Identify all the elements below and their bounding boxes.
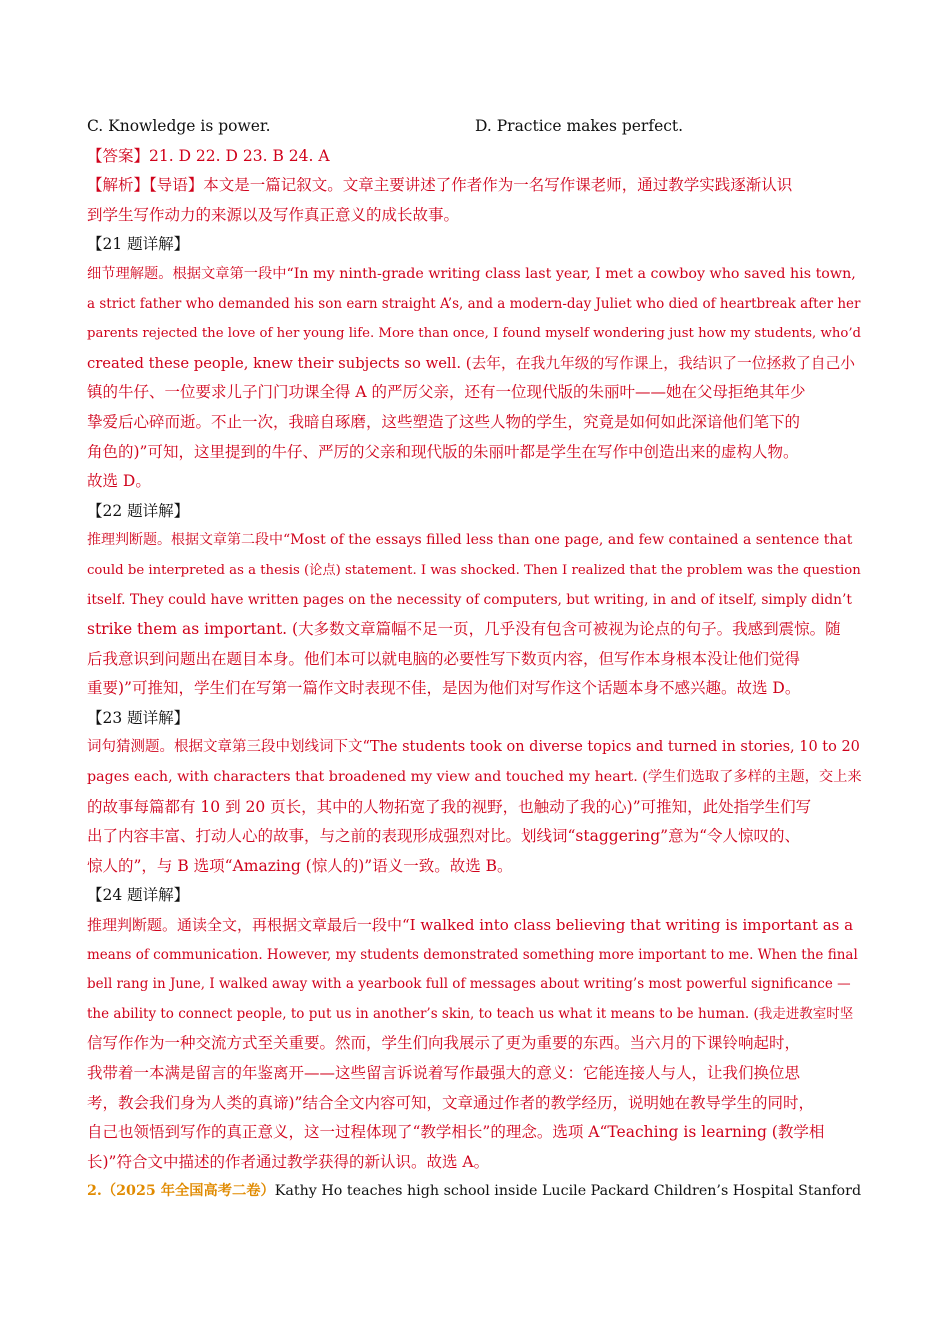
section-heading: 【22 题详解】	[87, 501, 190, 520]
explanation-line: 重要)”可推知，学生们在写第一篇作文时表现不佳，是因为他们对写作这个话题本身不感兴趣。故选 D。	[87, 679, 801, 698]
explanation-line: means of communication. However, my students demonstrated something more important to me. When the final	[87, 946, 858, 963]
option-d: D. Practice makes perfect.	[475, 117, 684, 135]
explanation-q24	[87, 881, 863, 1177]
explanation-line: 信写作作为一种交流方式至关重要。然而，学生们向我展示了更为重要的东西。当六月的下课铃响起时，	[87, 1034, 801, 1053]
section-heading: 【23 题详解】	[87, 708, 190, 727]
explanation-line: created these people, knew their subjects so well. (去年，在我九年级的写作课上，我结识了一位拯救了自己小	[87, 354, 855, 372]
explanation-line: 后我意识到问题出在题目本身。他们本可以就电脑的必要性写下数页内容，但写作本身根本没让他们觉得	[87, 649, 801, 668]
answer-options-row	[87, 112, 863, 142]
explanation-line: could be interpreted as a thesis (论点) statement. I was shocked. Then I realized that the problem was the question	[87, 562, 861, 578]
explanation-line: the ability to connect people, to put us in another’s skin, to teach us what it means to be human. (我走进教室时坚	[87, 1005, 854, 1022]
explanation-line: 长)”符合文中描述的作者通过教学获得的新认识。故选 A。	[87, 1152, 490, 1171]
section-heading: 【21 题详解】	[87, 235, 190, 254]
explanation-line: parents rejected the love of her young life. More than once, I found myself wondering just how my students, who’d	[87, 326, 862, 342]
explanation-line: 的故事每篇都有 10 到 20 页长，其中的人物拓宽了我的视野，也触动了我的心)”可推知，此处指学生们写	[87, 797, 812, 816]
answer-explanation-block	[87, 112, 863, 1207]
explanation-line: 我带着一本满是留言的年鉴离开——这些留言诉说着写作最强大的意义：它能连接人与人，让我们换位思	[87, 1064, 801, 1082]
explanation-line: 考，教会我们身为人类的真谛)”结合全文内容可知，文章通过作者的教学经历，说明她在教导学生的同时，	[87, 1093, 814, 1112]
explanation-line: a strict father who demanded his son earn straight A’s, and a modern-day Juliet who died of heartbreak after her	[87, 295, 861, 312]
analysis-paragraph	[87, 171, 863, 230]
explanation-q21	[87, 230, 863, 496]
explanation-line: 细节理解题。根据文章第一段中“In my ninth-grade writing class last year, I met a cowboy who saved his town,	[87, 265, 856, 282]
explanation-line: 挚爱后心碎而逝。不止一次，我暗自琢磨，这些塑造了这些人物的学生，究竟是如何如此深谙他们笔下的	[87, 412, 801, 431]
question-source: 2.（2025 年全国高考二卷）	[87, 1183, 275, 1200]
explanation-line: 角色的)”可知，这里提到的牛仔、严厉的父亲和现代版的朱丽叶都是学生在写作中创造出来的虚构人物。	[87, 442, 799, 461]
explanation-line: 自己也领悟到写作的真正意义，这一过程体现了“教学相长”的理念。选项 A“Teaching is learning (教学相	[87, 1123, 825, 1142]
explanation-line: 出了内容丰富、打动人心的故事，与之前的表现形成强烈对比。划线词“staggering”意为“令人惊叹的、	[87, 827, 800, 846]
analysis-line: 到学生写作动力的来源以及写作真正意义的成长故事。	[87, 205, 460, 224]
explanation-q22	[87, 497, 863, 704]
explanation-line: strike them as important. (大多数文章篇幅不足一页，几乎没有包含可被视为论点的句子。我感到震惊。随	[87, 620, 841, 639]
explanation-line: 推理判断题。根据文章第二段中“Most of the essays filled less than one page, and few contained a sentence that	[87, 532, 853, 549]
explanation-line: pages each, with characters that broadened my view and touched my heart. (学生们选取了多样的主题，交上来	[87, 769, 862, 786]
section-heading: 【24 题详解】	[87, 886, 190, 905]
explanation-line: 镇的牛仔、一位要求儿子门门功课全得 A 的严厉父亲，还有一位现代版的朱丽叶——她在父母拒绝其年少	[87, 383, 806, 402]
explanation-line: 词句猜测题。根据文章第三段中划线词下文“The students took on diverse topics and turned in stories, 10 to 20	[87, 739, 860, 756]
analysis-line: 【解析】【导语】本文是一篇记叙文。文章主要讲述了作者作为一名写作课老师，通过教学实践逐渐认识	[87, 176, 793, 195]
question-text: Kathy Ho teaches high school inside Lucile Packard Children’s Hospital Stanford	[274, 1183, 862, 1200]
next-question-start	[87, 1177, 863, 1207]
explanation-line: bell rang in June, I walked away with a yearbook full of messages about writing’s most powerful significance —	[87, 976, 851, 993]
answer-key: 【答案】21. D 22. D 23. B 24. A	[87, 146, 330, 165]
explanation-line: itself. They could have written pages on the necessity of computers, but writing, in and of itself, simply didn’t	[87, 591, 852, 608]
explanation-line: 推理判断题。通读全文，再根据文章最后一段中“I walked into class believing that writing is important as a	[87, 916, 854, 935]
explanation-line: 故选 D。	[87, 472, 151, 491]
explanation-q23	[87, 704, 863, 882]
explanation-line: 惊人的”，与 B 选项“Amazing (惊人的)”语义一致。故选 B。	[87, 856, 513, 875]
option-c: C. Knowledge is power.	[87, 117, 271, 135]
